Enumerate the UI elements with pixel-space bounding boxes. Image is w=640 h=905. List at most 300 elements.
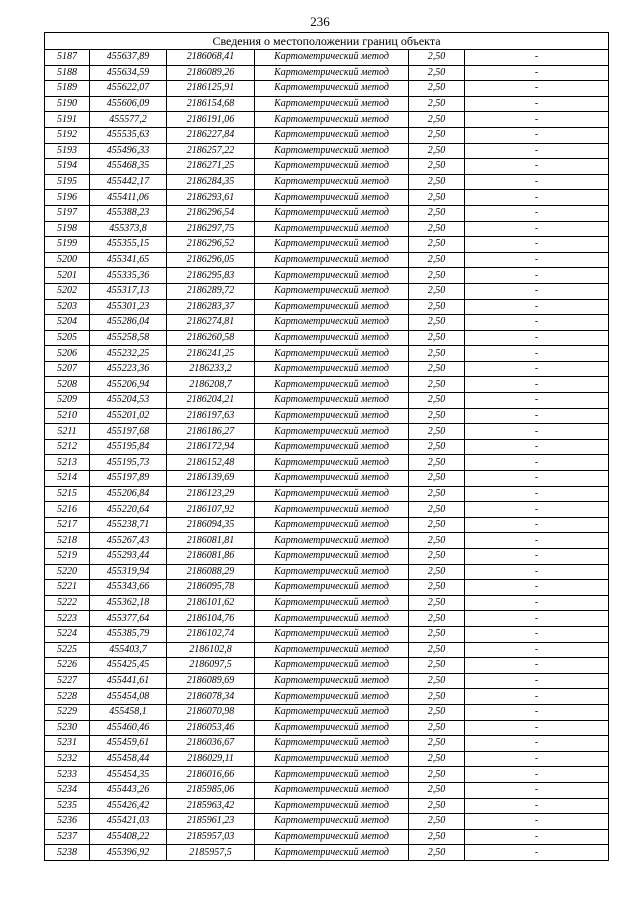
- method-cell: Картометрический метод: [255, 580, 409, 596]
- accuracy-cell: 2,50: [409, 315, 465, 331]
- method-cell: Картометрический метод: [255, 704, 409, 720]
- accuracy-cell: 2,50: [409, 112, 465, 128]
- table-row: [45, 798, 609, 814]
- y-coordinate-cell: 2186081,86: [167, 549, 255, 565]
- y-coordinate-cell: 2186016,66: [167, 767, 255, 783]
- accuracy-cell: 2,50: [409, 626, 465, 642]
- method-cell: Картометрический метод: [255, 673, 409, 689]
- description-cell: -: [465, 798, 609, 814]
- accuracy-cell: 2,50: [409, 658, 465, 674]
- point-number-cell: 5219: [45, 549, 90, 565]
- y-coordinate-cell: 2186070,98: [167, 704, 255, 720]
- description-cell: -: [465, 127, 609, 143]
- y-coordinate-cell: 2186295,83: [167, 268, 255, 284]
- x-coordinate-cell: 455421,03: [90, 814, 167, 830]
- point-number-cell: 5229: [45, 704, 90, 720]
- x-coordinate-cell: 455454,08: [90, 689, 167, 705]
- y-coordinate-cell: 2185957,5: [167, 845, 255, 861]
- method-cell: Картометрический метод: [255, 424, 409, 440]
- x-coordinate-cell: 455220,64: [90, 502, 167, 518]
- x-coordinate-cell: 455577,2: [90, 112, 167, 128]
- point-number-cell: 5224: [45, 626, 90, 642]
- y-coordinate-cell: 2186036,67: [167, 736, 255, 752]
- y-coordinate-cell: 2186284,35: [167, 174, 255, 190]
- y-coordinate-cell: 2186089,26: [167, 65, 255, 81]
- table-row: [45, 237, 609, 253]
- x-coordinate-cell: 455496,33: [90, 143, 167, 159]
- table-row: [45, 689, 609, 705]
- description-cell: -: [465, 252, 609, 268]
- point-number-cell: 5234: [45, 782, 90, 798]
- y-coordinate-cell: 2186125,91: [167, 81, 255, 97]
- method-cell: Картометрический метод: [255, 829, 409, 845]
- description-cell: -: [465, 471, 609, 487]
- table-row: [45, 174, 609, 190]
- method-cell: Картометрический метод: [255, 814, 409, 830]
- method-cell: Картометрический метод: [255, 845, 409, 861]
- method-cell: Картометрический метод: [255, 642, 409, 658]
- point-number-cell: 5212: [45, 439, 90, 455]
- y-coordinate-cell: 2186123,29: [167, 486, 255, 502]
- method-cell: Картометрический метод: [255, 564, 409, 580]
- y-coordinate-cell: 2186094,35: [167, 517, 255, 533]
- table-row: [45, 611, 609, 627]
- x-coordinate-cell: 455634,59: [90, 65, 167, 81]
- x-coordinate-cell: 455468,35: [90, 159, 167, 175]
- table-row: [45, 626, 609, 642]
- table-row: [45, 408, 609, 424]
- x-coordinate-cell: 455403,7: [90, 642, 167, 658]
- point-number-cell: 5238: [45, 845, 90, 861]
- point-number-cell: 5202: [45, 283, 90, 299]
- table-row: [45, 829, 609, 845]
- x-coordinate-cell: 455317,13: [90, 283, 167, 299]
- method-cell: Картометрический метод: [255, 143, 409, 159]
- description-cell: -: [465, 689, 609, 705]
- accuracy-cell: 2,50: [409, 736, 465, 752]
- point-number-cell: 5203: [45, 299, 90, 315]
- accuracy-cell: 2,50: [409, 502, 465, 518]
- method-cell: Картометрический метод: [255, 455, 409, 471]
- method-cell: Картометрический метод: [255, 408, 409, 424]
- method-cell: Картометрический метод: [255, 377, 409, 393]
- accuracy-cell: 2,50: [409, 159, 465, 175]
- method-cell: Картометрический метод: [255, 658, 409, 674]
- accuracy-cell: 2,50: [409, 237, 465, 253]
- method-cell: Картометрический метод: [255, 283, 409, 299]
- table-row: [45, 782, 609, 798]
- point-number-cell: 5228: [45, 689, 90, 705]
- description-cell: -: [465, 377, 609, 393]
- x-coordinate-cell: 455258,58: [90, 330, 167, 346]
- table-row: [45, 221, 609, 237]
- table-row: [45, 517, 609, 533]
- y-coordinate-cell: 2186296,54: [167, 205, 255, 221]
- table-row: [45, 720, 609, 736]
- table-row: [45, 205, 609, 221]
- x-coordinate-cell: 455201,02: [90, 408, 167, 424]
- method-cell: Картометрический метод: [255, 611, 409, 627]
- description-cell: -: [465, 845, 609, 861]
- y-coordinate-cell: 2186068,41: [167, 50, 255, 66]
- point-number-cell: 5189: [45, 81, 90, 97]
- accuracy-cell: 2,50: [409, 517, 465, 533]
- method-cell: Картометрический метод: [255, 346, 409, 362]
- y-coordinate-cell: 2186197,63: [167, 408, 255, 424]
- x-coordinate-cell: 455408,22: [90, 829, 167, 845]
- y-coordinate-cell: 2186029,11: [167, 751, 255, 767]
- point-number-cell: 5188: [45, 65, 90, 81]
- x-coordinate-cell: 455195,73: [90, 455, 167, 471]
- point-number-cell: 5194: [45, 159, 90, 175]
- method-cell: Картометрический метод: [255, 330, 409, 346]
- table-row: [45, 673, 609, 689]
- accuracy-cell: 2,50: [409, 642, 465, 658]
- x-coordinate-cell: 455343,66: [90, 580, 167, 596]
- description-cell: -: [465, 736, 609, 752]
- y-coordinate-cell: 2186233,2: [167, 361, 255, 377]
- description-cell: -: [465, 96, 609, 112]
- y-coordinate-cell: 2186102,74: [167, 626, 255, 642]
- accuracy-cell: 2,50: [409, 455, 465, 471]
- table-row: [45, 315, 609, 331]
- y-coordinate-cell: 2186271,25: [167, 159, 255, 175]
- accuracy-cell: 2,50: [409, 174, 465, 190]
- method-cell: Картометрический метод: [255, 112, 409, 128]
- x-coordinate-cell: 455232,25: [90, 346, 167, 362]
- y-coordinate-cell: 2186139,69: [167, 471, 255, 487]
- y-coordinate-cell: 2186289,72: [167, 283, 255, 299]
- y-coordinate-cell: 2186260,58: [167, 330, 255, 346]
- method-cell: Картометрический метод: [255, 190, 409, 206]
- method-cell: Картометрический метод: [255, 439, 409, 455]
- table-row: [45, 736, 609, 752]
- x-coordinate-cell: 455606,09: [90, 96, 167, 112]
- accuracy-cell: 2,50: [409, 767, 465, 783]
- point-number-cell: 5199: [45, 237, 90, 253]
- x-coordinate-cell: 455458,44: [90, 751, 167, 767]
- table-row: [45, 283, 609, 299]
- y-coordinate-cell: 2186097,5: [167, 658, 255, 674]
- table-row: [45, 502, 609, 518]
- x-coordinate-cell: 455396,92: [90, 845, 167, 861]
- method-cell: Картометрический метод: [255, 782, 409, 798]
- method-cell: Картометрический метод: [255, 393, 409, 409]
- table-row: [45, 767, 609, 783]
- x-coordinate-cell: 455426,42: [90, 798, 167, 814]
- x-coordinate-cell: 455195,84: [90, 439, 167, 455]
- method-cell: Картометрический метод: [255, 767, 409, 783]
- table-row: [45, 393, 609, 409]
- x-coordinate-cell: 455441,61: [90, 673, 167, 689]
- accuracy-cell: 2,50: [409, 299, 465, 315]
- point-number-cell: 5191: [45, 112, 90, 128]
- accuracy-cell: 2,50: [409, 782, 465, 798]
- x-coordinate-cell: 455460,46: [90, 720, 167, 736]
- description-cell: -: [465, 299, 609, 315]
- table-row: [45, 377, 609, 393]
- description-cell: -: [465, 782, 609, 798]
- method-cell: Картометрический метод: [255, 252, 409, 268]
- description-cell: -: [465, 626, 609, 642]
- x-coordinate-cell: 455373,8: [90, 221, 167, 237]
- y-coordinate-cell: 2186293,61: [167, 190, 255, 206]
- description-cell: -: [465, 174, 609, 190]
- x-coordinate-cell: 455223,36: [90, 361, 167, 377]
- point-number-cell: 5209: [45, 393, 90, 409]
- x-coordinate-cell: 455293,44: [90, 549, 167, 565]
- accuracy-cell: 2,50: [409, 611, 465, 627]
- table-row: [45, 127, 609, 143]
- accuracy-cell: 2,50: [409, 143, 465, 159]
- accuracy-cell: 2,50: [409, 814, 465, 830]
- description-cell: -: [465, 642, 609, 658]
- table-row: [45, 159, 609, 175]
- table-row: [45, 471, 609, 487]
- description-cell: -: [465, 486, 609, 502]
- description-cell: -: [465, 361, 609, 377]
- method-cell: Картометрический метод: [255, 315, 409, 331]
- accuracy-cell: 2,50: [409, 798, 465, 814]
- accuracy-cell: 2,50: [409, 673, 465, 689]
- accuracy-cell: 2,50: [409, 439, 465, 455]
- y-coordinate-cell: 2185961,23: [167, 814, 255, 830]
- y-coordinate-cell: 2186095,78: [167, 580, 255, 596]
- x-coordinate-cell: 455341,65: [90, 252, 167, 268]
- table-row: [45, 424, 609, 440]
- table-row: [45, 361, 609, 377]
- y-coordinate-cell: 2186208,7: [167, 377, 255, 393]
- point-number-cell: 5215: [45, 486, 90, 502]
- y-coordinate-cell: 2186191,06: [167, 112, 255, 128]
- table-row: [45, 814, 609, 830]
- table-row: [45, 143, 609, 159]
- table-row: [45, 190, 609, 206]
- point-number-cell: 5230: [45, 720, 90, 736]
- x-coordinate-cell: 455197,89: [90, 471, 167, 487]
- description-cell: -: [465, 237, 609, 253]
- description-cell: -: [465, 549, 609, 565]
- accuracy-cell: 2,50: [409, 65, 465, 81]
- point-number-cell: 5222: [45, 595, 90, 611]
- y-coordinate-cell: 2186101,62: [167, 595, 255, 611]
- accuracy-cell: 2,50: [409, 845, 465, 861]
- method-cell: Картометрический метод: [255, 471, 409, 487]
- x-coordinate-cell: 455411,06: [90, 190, 167, 206]
- method-cell: Картометрический метод: [255, 595, 409, 611]
- description-cell: -: [465, 673, 609, 689]
- point-number-cell: 5200: [45, 252, 90, 268]
- y-coordinate-cell: 2186102,8: [167, 642, 255, 658]
- x-coordinate-cell: 455458,1: [90, 704, 167, 720]
- table-row: [45, 455, 609, 471]
- point-number-cell: 5223: [45, 611, 90, 627]
- point-number-cell: 5235: [45, 798, 90, 814]
- description-cell: -: [465, 159, 609, 175]
- description-cell: -: [465, 455, 609, 471]
- description-cell: -: [465, 190, 609, 206]
- description-cell: -: [465, 564, 609, 580]
- x-coordinate-cell: 455238,71: [90, 517, 167, 533]
- method-cell: Картометрический метод: [255, 221, 409, 237]
- accuracy-cell: 2,50: [409, 361, 465, 377]
- method-cell: Картометрический метод: [255, 502, 409, 518]
- y-coordinate-cell: 2186241,25: [167, 346, 255, 362]
- description-cell: -: [465, 767, 609, 783]
- x-coordinate-cell: 455335,36: [90, 268, 167, 284]
- x-coordinate-cell: 455385,79: [90, 626, 167, 642]
- y-coordinate-cell: 2186107,92: [167, 502, 255, 518]
- table-row: [45, 268, 609, 284]
- description-cell: -: [465, 50, 609, 66]
- x-coordinate-cell: 455637,89: [90, 50, 167, 66]
- x-coordinate-cell: 455622,07: [90, 81, 167, 97]
- point-number-cell: 5211: [45, 424, 90, 440]
- description-cell: -: [465, 580, 609, 596]
- method-cell: Картометрический метод: [255, 81, 409, 97]
- point-number-cell: 5227: [45, 673, 90, 689]
- y-coordinate-cell: 2186078,34: [167, 689, 255, 705]
- y-coordinate-cell: 2185963,42: [167, 798, 255, 814]
- point-number-cell: 5196: [45, 190, 90, 206]
- y-coordinate-cell: 2186283,37: [167, 299, 255, 315]
- table-row: [45, 439, 609, 455]
- point-number-cell: 5236: [45, 814, 90, 830]
- x-coordinate-cell: 455377,64: [90, 611, 167, 627]
- accuracy-cell: 2,50: [409, 720, 465, 736]
- method-cell: Картометрический метод: [255, 127, 409, 143]
- point-number-cell: 5221: [45, 580, 90, 596]
- point-number-cell: 5195: [45, 174, 90, 190]
- accuracy-cell: 2,50: [409, 595, 465, 611]
- y-coordinate-cell: 2185985,06: [167, 782, 255, 798]
- point-number-cell: 5207: [45, 361, 90, 377]
- method-cell: Картометрический метод: [255, 751, 409, 767]
- description-cell: -: [465, 720, 609, 736]
- point-number-cell: 5237: [45, 829, 90, 845]
- point-number-cell: 5197: [45, 205, 90, 221]
- method-cell: Картометрический метод: [255, 736, 409, 752]
- x-coordinate-cell: 455459,61: [90, 736, 167, 752]
- point-number-cell: 5187: [45, 50, 90, 66]
- description-cell: -: [465, 81, 609, 97]
- point-number-cell: 5225: [45, 642, 90, 658]
- accuracy-cell: 2,50: [409, 252, 465, 268]
- point-number-cell: 5208: [45, 377, 90, 393]
- x-coordinate-cell: 455535,63: [90, 127, 167, 143]
- y-coordinate-cell: 2186227,84: [167, 127, 255, 143]
- description-cell: -: [465, 704, 609, 720]
- x-coordinate-cell: 455206,84: [90, 486, 167, 502]
- table-row: [45, 704, 609, 720]
- x-coordinate-cell: 455267,43: [90, 533, 167, 549]
- table-row: [45, 330, 609, 346]
- description-cell: -: [465, 595, 609, 611]
- description-cell: -: [465, 751, 609, 767]
- method-cell: Картометрический метод: [255, 626, 409, 642]
- point-number-cell: 5214: [45, 471, 90, 487]
- accuracy-cell: 2,50: [409, 377, 465, 393]
- description-cell: -: [465, 283, 609, 299]
- point-number-cell: 5217: [45, 517, 90, 533]
- accuracy-cell: 2,50: [409, 486, 465, 502]
- accuracy-cell: 2,50: [409, 580, 465, 596]
- table-row: [45, 580, 609, 596]
- x-coordinate-cell: 455204,53: [90, 393, 167, 409]
- x-coordinate-cell: 455301,23: [90, 299, 167, 315]
- description-cell: -: [465, 517, 609, 533]
- accuracy-cell: 2,50: [409, 408, 465, 424]
- description-cell: -: [465, 346, 609, 362]
- table-row: [45, 642, 609, 658]
- table-row: [45, 112, 609, 128]
- y-coordinate-cell: 2186154,68: [167, 96, 255, 112]
- point-number-cell: 5205: [45, 330, 90, 346]
- description-cell: -: [465, 439, 609, 455]
- point-number-cell: 5192: [45, 127, 90, 143]
- accuracy-cell: 2,50: [409, 704, 465, 720]
- table-row: [45, 751, 609, 767]
- method-cell: Картометрический метод: [255, 549, 409, 565]
- table-row: [45, 65, 609, 81]
- boundary-coordinates-table: [44, 32, 609, 861]
- description-cell: -: [465, 268, 609, 284]
- y-coordinate-cell: 2186296,52: [167, 237, 255, 253]
- table-row: [45, 346, 609, 362]
- y-coordinate-cell: 2186274,81: [167, 315, 255, 331]
- point-number-cell: 5201: [45, 268, 90, 284]
- table-row: [45, 96, 609, 112]
- method-cell: Картометрический метод: [255, 798, 409, 814]
- y-coordinate-cell: 2186088,29: [167, 564, 255, 580]
- accuracy-cell: 2,50: [409, 96, 465, 112]
- x-coordinate-cell: 455319,94: [90, 564, 167, 580]
- method-cell: Картометрический метод: [255, 689, 409, 705]
- accuracy-cell: 2,50: [409, 533, 465, 549]
- description-cell: -: [465, 829, 609, 845]
- table-row: [45, 595, 609, 611]
- description-cell: -: [465, 502, 609, 518]
- x-coordinate-cell: 455355,15: [90, 237, 167, 253]
- y-coordinate-cell: 2186081,81: [167, 533, 255, 549]
- accuracy-cell: 2,50: [409, 346, 465, 362]
- point-number-cell: 5193: [45, 143, 90, 159]
- point-number-cell: 5216: [45, 502, 90, 518]
- x-coordinate-cell: 455454,35: [90, 767, 167, 783]
- x-coordinate-cell: 455388,23: [90, 205, 167, 221]
- description-cell: -: [465, 408, 609, 424]
- method-cell: Картометрический метод: [255, 720, 409, 736]
- table-row: [45, 564, 609, 580]
- point-number-cell: 5210: [45, 408, 90, 424]
- y-coordinate-cell: 2186296,05: [167, 252, 255, 268]
- description-cell: -: [465, 611, 609, 627]
- accuracy-cell: 2,50: [409, 205, 465, 221]
- table-row: [45, 845, 609, 861]
- point-number-cell: 5231: [45, 736, 90, 752]
- description-cell: -: [465, 393, 609, 409]
- x-coordinate-cell: 455286,04: [90, 315, 167, 331]
- y-coordinate-cell: 2186257,22: [167, 143, 255, 159]
- table-row: [45, 299, 609, 315]
- point-number-cell: 5233: [45, 767, 90, 783]
- y-coordinate-cell: 2186204,21: [167, 393, 255, 409]
- method-cell: Картометрический метод: [255, 486, 409, 502]
- point-number-cell: 5190: [45, 96, 90, 112]
- method-cell: Картометрический метод: [255, 205, 409, 221]
- table-row: [45, 658, 609, 674]
- accuracy-cell: 2,50: [409, 471, 465, 487]
